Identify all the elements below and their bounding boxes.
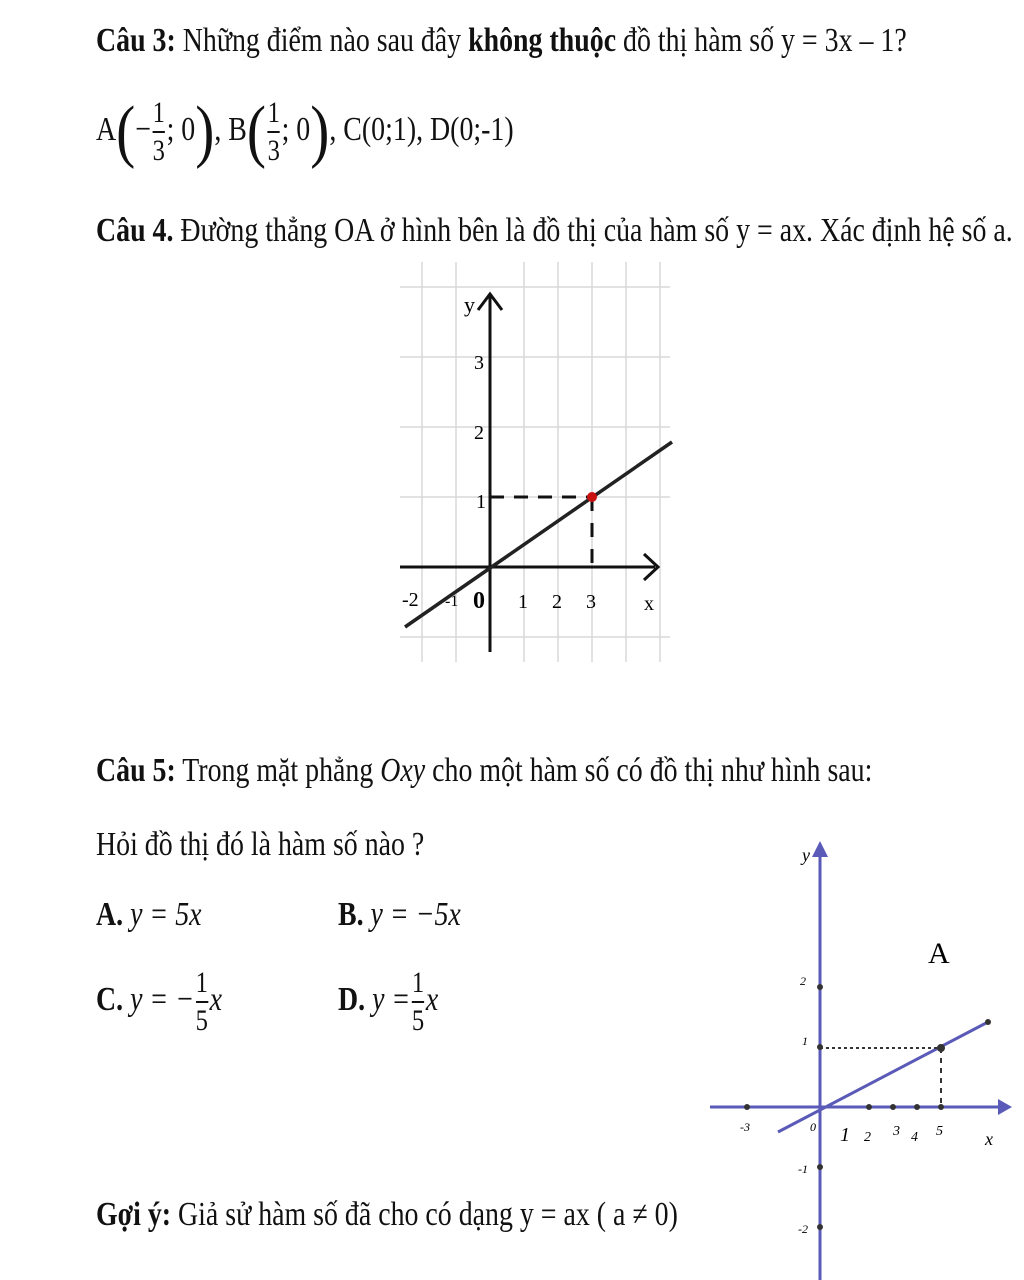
hint: Gợi ý: Giả sử hàm số đã cho có dạng y = ax ( a ≠ 0) [96, 1196, 678, 1233]
q5-x-tick: -3 [740, 1120, 750, 1134]
q5-x-label: x [985, 1129, 993, 1149]
q4-graph [400, 262, 680, 662]
q5-label: Câu 5: [96, 752, 176, 789]
q4-y-tick: 1 [476, 491, 486, 513]
q5-question: Hỏi đồ thị đó là hàm số nào ? [96, 826, 425, 863]
q4-x-tick: 1 [518, 591, 528, 613]
q5-y-tick: -2 [798, 1222, 808, 1236]
q4-x-tick: -2 [402, 589, 419, 611]
q5-point-a [937, 1044, 945, 1052]
q5-x-tick: 5 [936, 1124, 943, 1139]
fraction-d: $\frac{1}{5}$ [411, 966, 425, 1037]
q5-graph [700, 835, 1020, 1280]
q5-y-arrow [812, 841, 828, 857]
q5-y-label: y [802, 845, 810, 865]
q4-y-label: y [464, 292, 475, 317]
q3-label: Câu 3: [96, 22, 176, 59]
q4-x-tick: 2 [552, 591, 562, 613]
q4-x-tick: 3 [586, 591, 596, 613]
q5-point-label: A [928, 937, 950, 970]
q4-statement: Câu 4. Đường thẳng OA ở hình bên là đồ thị của hàm số y = ax. Xác định hệ số a. [96, 212, 1013, 249]
q5-line [778, 1022, 988, 1132]
q4-y-tick: 2 [474, 422, 484, 444]
option-d[interactable]: D. y = $\frac{1}{5}$ x [338, 966, 439, 1037]
q5-y-tick: -1 [798, 1162, 808, 1176]
q5-x-tick: 2 [864, 1130, 871, 1145]
option-a[interactable]: A. y = 5x [96, 896, 202, 933]
q5-x-tick: 4 [911, 1130, 918, 1145]
q3-statement: Câu 3: Những điểm nào sau đây không thuộc đồ thị hàm số y = 3x – 1? [96, 22, 907, 59]
q5-origin: 0 [810, 1120, 816, 1134]
q5-line-end [985, 1019, 991, 1025]
option-b[interactable]: B. y = −5x [338, 896, 461, 933]
q4-x-tick: -1 [445, 593, 459, 610]
q5-x-tick: 3 [893, 1124, 900, 1139]
fraction-c: $\frac{1}{5}$ [195, 966, 208, 1037]
q4-point-a [587, 492, 597, 502]
q4-label: Câu 4. [96, 212, 174, 249]
q3-emphasis: không thuộc [468, 22, 617, 59]
q5-y-tick: 2 [800, 974, 806, 988]
q4-y-tick: 3 [474, 352, 484, 374]
q5-statement: Câu 5: Trong mặt phẳng Oxy cho một hàm số có đồ thị như hình sau: [96, 752, 873, 789]
q5-x-tick: 1 [840, 1124, 850, 1146]
fraction-a: $\frac{1}{3}$ [152, 96, 165, 167]
fraction-b: $\frac{1}{3}$ [267, 96, 280, 167]
q3-points: A(− $\frac{1}{3}$ ; 0), B( $\frac{1}{3}$ ; 0), C(0;1), D(0;-1) [96, 93, 514, 170]
q5-y-tick: 1 [802, 1034, 808, 1048]
hint-label: Gợi ý: [96, 1196, 172, 1233]
option-c[interactable]: C. y = − $\frac{1}{5}$ x [96, 966, 222, 1037]
q4-x-label: x [644, 593, 654, 615]
q4-origin: 0 [473, 588, 485, 614]
q5-x-arrow [998, 1099, 1012, 1115]
